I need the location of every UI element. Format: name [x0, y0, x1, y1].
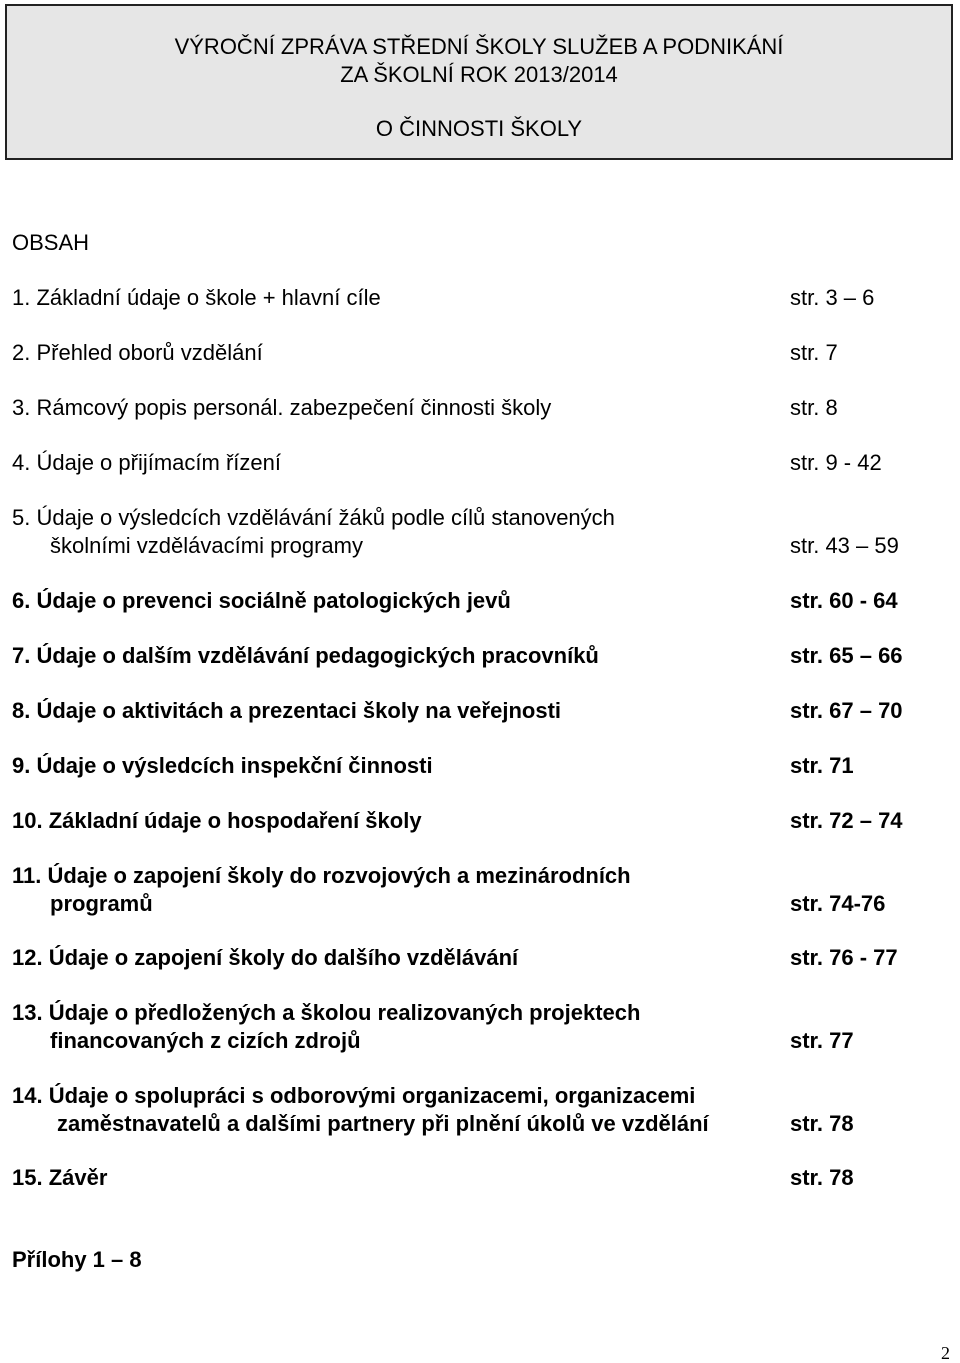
report-title-line1: VÝROČNÍ ZPRÁVA STŘEDNÍ ŠKOLY SLUŽEB A PODNIKÁNÍ — [174, 34, 784, 59]
toc-entry-text: zaměstnavatelů a dalšími partnery při plnění úkolů ve vzdělání — [57, 1111, 709, 1136]
report-subtitle: O ČINNOSTI ŠKOLY — [375, 116, 583, 141]
toc-entry-text: 7. Údaje o dalším vzdělávání pedagogických pracovníků — [12, 643, 599, 668]
toc-entry-text: 10. Základní údaje o hospodaření školy — [12, 808, 422, 833]
toc-page-ref: str. 72 – 74 — [790, 808, 903, 833]
toc-page-ref: str. 60 - 64 — [790, 588, 898, 613]
toc-entry-text: 3. Rámcový popis personál. zabezpečení činnosti školy — [12, 395, 552, 420]
toc-entry-text: 9. Údaje o výsledcích inspekční činnosti — [12, 753, 433, 778]
toc-entry-text: 15. Závěr — [12, 1165, 108, 1190]
toc-page-ref: str. 8 — [790, 395, 838, 420]
toc-page-ref: str. 67 – 70 — [790, 698, 903, 723]
toc-entry-text: 8. Údaje o aktivitách a prezentaci školy na veřejnosti — [12, 698, 562, 723]
toc-page-ref: str. 78 — [790, 1165, 854, 1190]
toc-page-ref: str. 7 — [790, 340, 838, 365]
toc-page-ref: str. 78 — [790, 1111, 854, 1136]
toc-entry-text: financovaných z cizích zdrojů — [50, 1028, 361, 1053]
appendix-label: Přílohy 1 – 8 — [12, 1247, 142, 1272]
toc-entry-text: 5. Údaje o výsledcích vzdělávání žáků podle cílů stanovených — [12, 505, 615, 530]
toc-entry-text: 12. Údaje o zapojení školy do dalšího vzdělávání — [12, 945, 519, 970]
toc-page-ref: str. 74-76 — [790, 891, 886, 916]
toc-page-ref: str. 65 – 66 — [790, 643, 903, 668]
toc-entry-text: 13. Údaje o předložených a školou realizovaných projektech — [12, 1000, 641, 1025]
toc-page-ref: str. 9 - 42 — [790, 450, 882, 475]
page-number: 2 — [941, 1343, 950, 1363]
report-title-line2: ZA ŠKOLNÍ ROK 2013/2014 — [340, 62, 618, 87]
toc-entry-text: 6. Údaje o prevenci sociálně patologických jevů — [12, 588, 511, 613]
toc-entry-text: 1. Základní údaje o škole + hlavní cíle — [12, 285, 381, 310]
toc-entry-text: 11. Údaje o zapojení školy do rozvojových a mezinárodních — [12, 863, 631, 888]
toc-entry-text: 14. Údaje o spolupráci s odborovými organizacemi, organizacemi — [12, 1083, 696, 1108]
toc-page-ref: str. 43 – 59 — [790, 533, 899, 558]
toc-page-ref: str. 71 — [790, 753, 854, 778]
toc-page-ref: str. 77 — [790, 1028, 854, 1053]
contents-heading: OBSAH — [12, 230, 90, 255]
toc-entry-text: programů — [50, 891, 153, 916]
toc-entry-text: školními vzdělávacími programy — [50, 533, 363, 558]
toc-page-ref: str. 76 - 77 — [790, 945, 898, 970]
toc-page-ref: str. 3 – 6 — [790, 285, 875, 310]
toc-entry-text: 4. Údaje o přijímacím řízení — [12, 450, 281, 475]
toc-entry-text: 2. Přehled oborů vzdělání — [12, 340, 263, 365]
